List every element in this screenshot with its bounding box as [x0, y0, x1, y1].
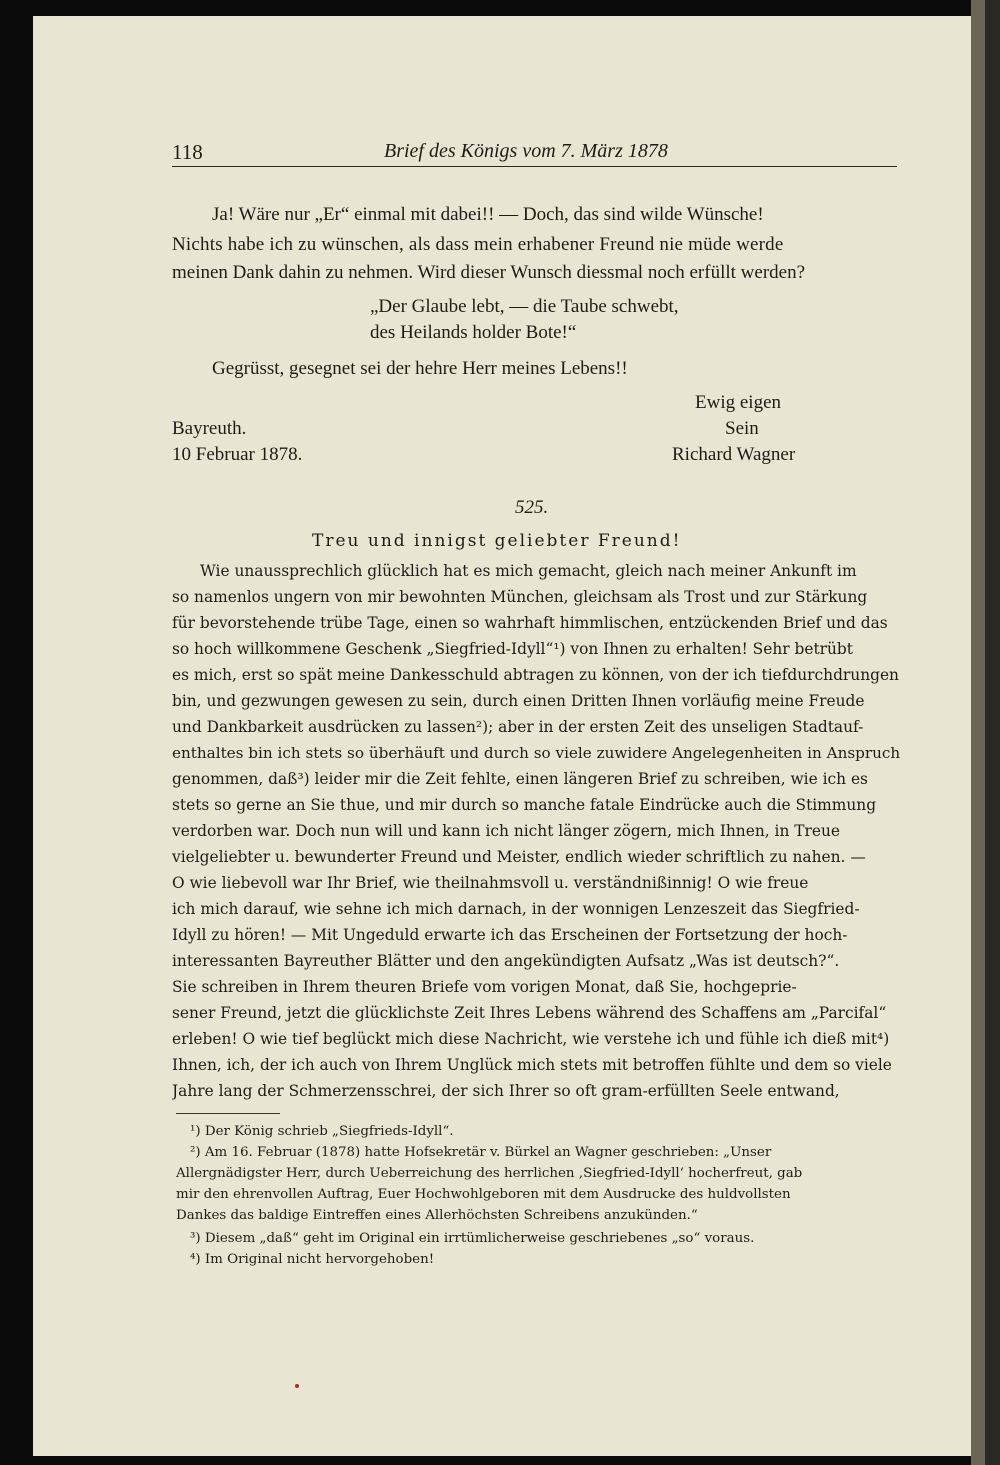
letter-body-line: ich mich darauf, wie sehne ich mich darnach, in der wonnigen Lenzeszeit das Siegfried-: [172, 900, 860, 918]
footnote: ⁴) Im Original nicht hervorgehoben!: [190, 1252, 435, 1267]
closing-sein: Sein: [725, 418, 759, 439]
salutation: Treu und innigst geliebter Freund!: [312, 531, 682, 551]
letter-body-line: Jahre lang der Schmerzensschrei, der sich Ihrer so oft gram-erfüllten Seele entwand,: [172, 1082, 840, 1100]
letter-body-line: erleben! O wie tief beglückt mich diese Nachricht, wie verstehe ich und fühle ich dieß mit⁴): [172, 1030, 890, 1048]
footnote-continuation: Allergnädigster Herr, durch Ueberreichung des herrlichen ‚Siegfried-Idyll‘ hocherfreut, gab: [176, 1166, 803, 1181]
quote-line: des Heilands holder Bote!“: [370, 322, 577, 343]
letter-body-line: O wie liebevoll war Ihr Brief, wie theilnahmsvoll u. verständnißinnig! O wie freue: [172, 874, 809, 892]
greeting: Gegrüsst, gesegnet sei der hehre Herr meines Lebens!!: [212, 358, 628, 379]
letter-body-line: es mich, erst so spät meine Dankesschuld abtragen zu können, von der ich tiefdurchdrungen: [172, 666, 899, 684]
running-header: [172, 140, 896, 166]
letter-body-line: stets so gerne an Sie thue, und mir durch so manche fatale Eindrücke auch die Stimmung: [172, 796, 877, 814]
letter-body-line: bin, und gezwungen gewesen zu sein, durch einen Dritten Ihnen vorläufig meine Freude: [172, 692, 865, 710]
letter-body-line: enthaltes bin ich stets so überhäuft und durch so viele zuwidere Angelegenheiten in Anspruch: [172, 744, 900, 762]
quote-line: „Der Glaube lebt, — die Taube schwebt,: [370, 296, 679, 317]
footnote: ³) Diesem „daß“ geht im Original ein irrtümlicherweise geschriebenes „so“ voraus.: [190, 1231, 755, 1246]
letter-line: Ja! Wäre nur „Er“ einmal mit dabei!! — Doch, das sind wilde Wünsche!: [212, 204, 764, 225]
signature: Richard Wagner: [672, 444, 796, 465]
place: Bayreuth.: [172, 418, 247, 439]
letter-body-line: vielgeliebter u. bewunderter Freund und Meister, endlich wieder schriftlich zu nahen. —: [172, 848, 866, 866]
letter-body-line: und Dankbarkeit ausdrücken zu lassen²); aber in der ersten Zeit des unseligen Stadtauf-: [172, 718, 864, 736]
letter-body-line: für bevorstehende trübe Tage, einen so wahrhaft himmlischen, entzückenden Brief und das: [172, 614, 888, 632]
letter-body-line: so hoch willkommene Geschenk „Siegfried-Idyll“¹) von Ihnen zu erhalten! Sehr betrübt: [172, 640, 853, 658]
footnote: ²) Am 16. Februar (1878) hatte Hofsekretär v. Bürkel an Wagner geschrieben: „Unser: [190, 1145, 772, 1160]
letter-body-line: so namenlos ungern von mir bewohnten München, gleichsam als Trost und zur Stärkung: [172, 588, 868, 606]
running-title: Brief des Königs vom 7. März 1878: [384, 140, 668, 162]
header-rule: [172, 166, 897, 167]
closing-phrase: Ewig eigen: [695, 392, 782, 413]
letter-line: meinen Dank dahin zu nehmen. Wird dieser Wunsch diessmal noch erfüllt werden?: [172, 262, 806, 283]
letter-body-line: sener Freund, jetzt die glücklichste Zeit Ihres Lebens während des Schaffens am „Parcifal“: [172, 1004, 887, 1022]
page-edge-shadow: [985, 0, 1000, 1465]
letter-body-line: Wie unaussprechlich glücklich hat es mich gemacht, gleich nach meiner Ankunft im: [200, 562, 857, 580]
footnote-continuation: mir den ehrenvollen Auftrag, Euer Hochwohlgeboren mit dem Ausdrucke des huldvollsten: [176, 1187, 791, 1202]
footnote: ¹) Der König schrieb „Siegfrieds-Idyll“.: [190, 1124, 454, 1139]
letter-body-line: interessanten Bayreuther Blätter und den angekündigten Aufsatz „Was ist deutsch?“.: [172, 952, 840, 970]
ink-speck: [295, 1384, 299, 1388]
letter-body-line: Idyll zu hören! — Mit Ungeduld erwarte ich das Erscheinen der Fortsetzung der hoch-: [172, 926, 848, 944]
section-number: 525.: [515, 497, 549, 518]
letter-body-line: Ihnen, ich, der ich auch von Ihrem Unglück mich stets mit betroffen fühlte und dem so viele: [172, 1056, 892, 1074]
letter-body-line: Sie schreiben in Ihrem theuren Briefe vom vorigen Monat, daß Sie, hochgeprie-: [172, 978, 797, 996]
page-number: 118: [172, 140, 203, 164]
footnote-rule: [176, 1113, 280, 1114]
footnote-continuation: Dankes das baldige Eintreffen eines Allerhöchsten Schreibens anzukünden.“: [176, 1208, 698, 1223]
letter-body-line: verdorben war. Doch nun will und kann ich nicht länger zögern, mich Ihnen, in Treue: [172, 822, 841, 840]
letter-body-line: genommen, daß³) leider mir die Zeit fehlte, einen längeren Brief zu schreiben, wie ich es: [172, 770, 868, 788]
date: 10 Februar 1878.: [172, 444, 303, 465]
letter-line: Nichts habe ich zu wünschen, als dass mein erhabener Freund nie müde werde: [172, 234, 784, 255]
